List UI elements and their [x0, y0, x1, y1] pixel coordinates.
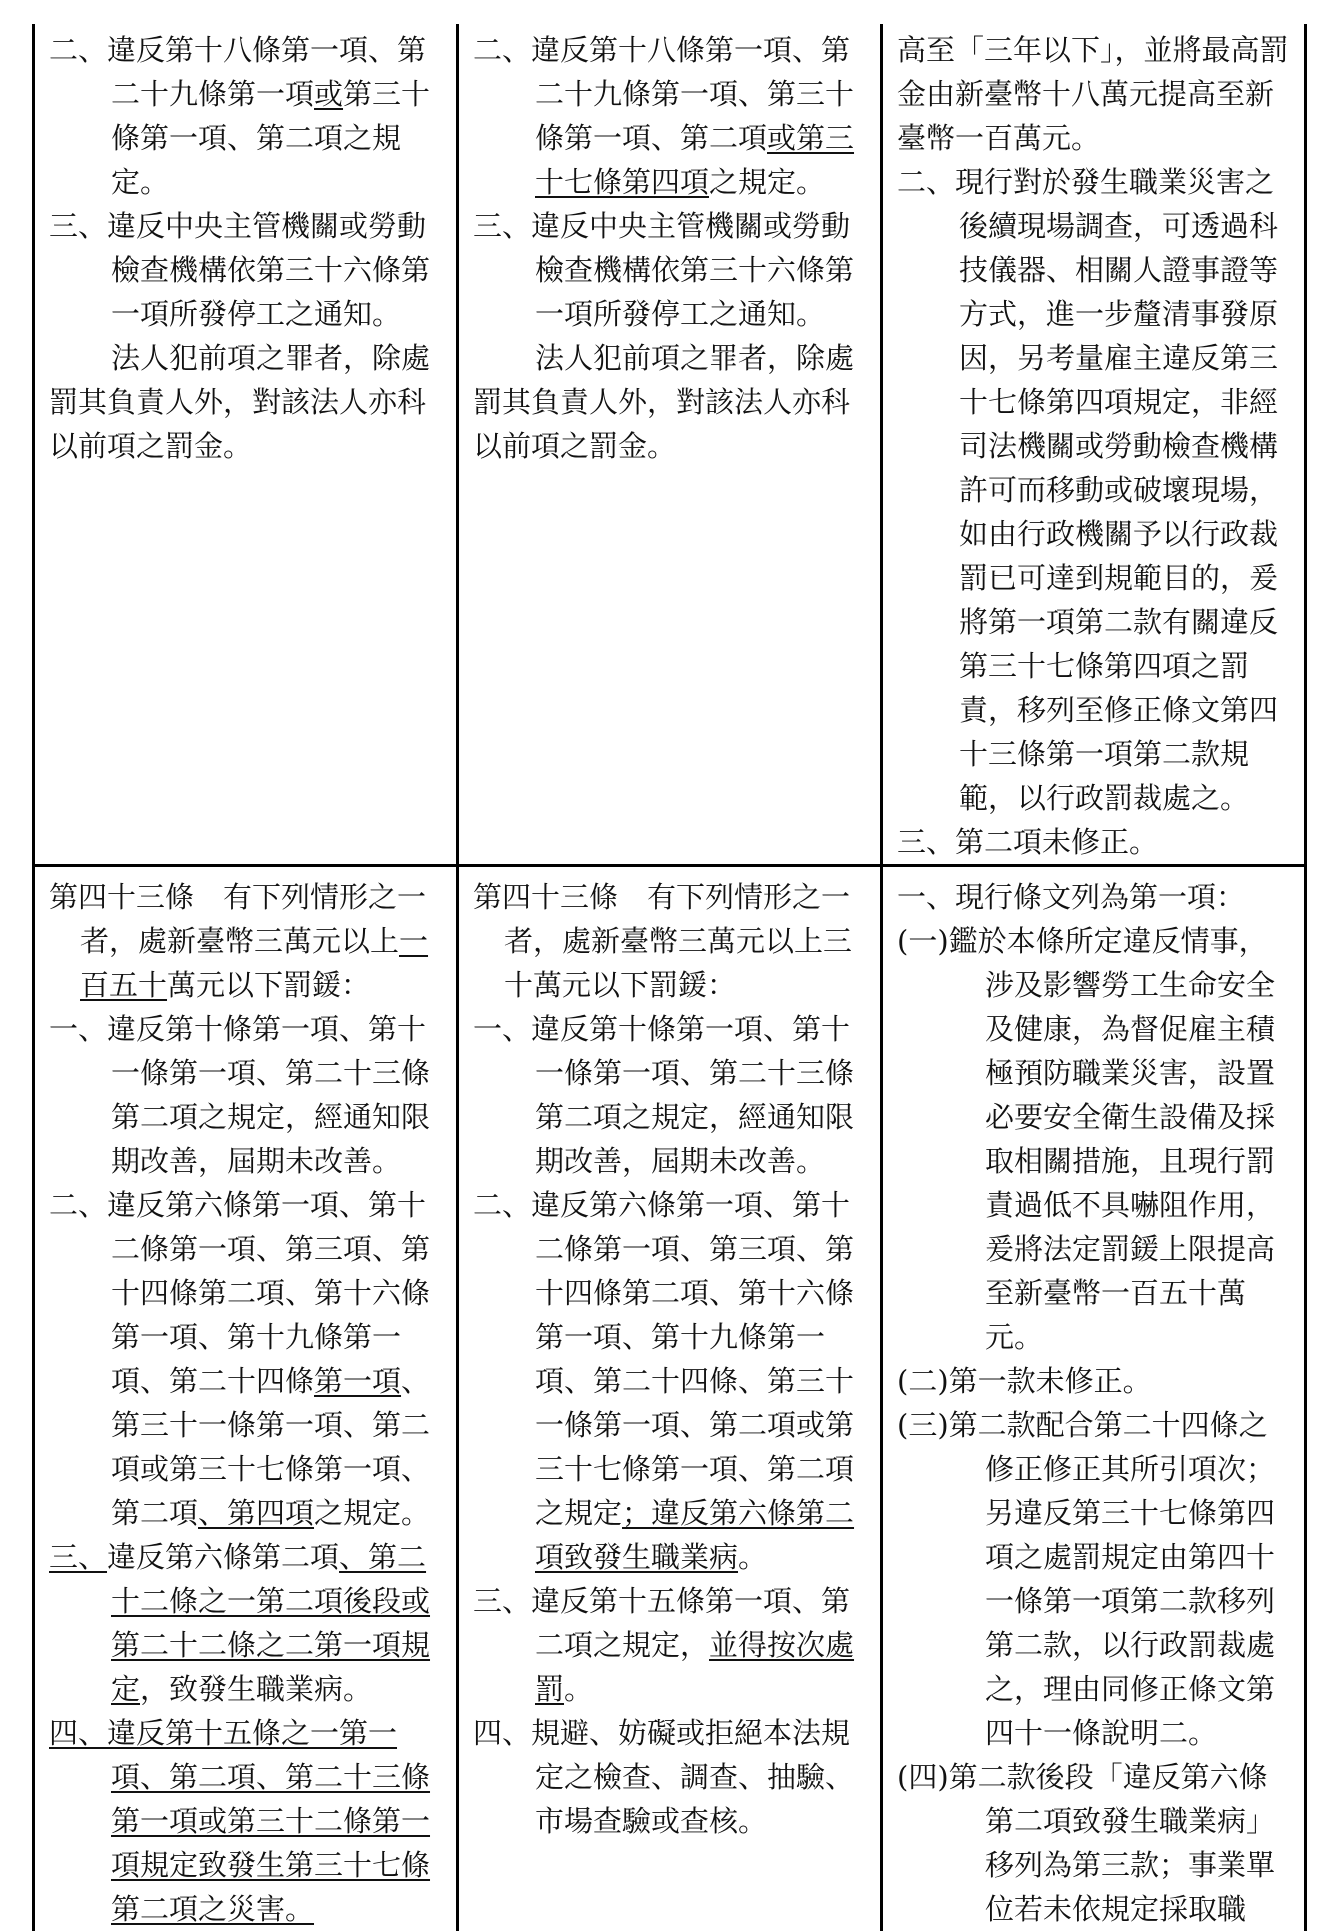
text-segment: ，致發生職業病。	[140, 1672, 372, 1706]
sub-item-label: (一)	[897, 924, 949, 958]
amended-text-underlined: 並得按次處罰	[535, 1628, 854, 1706]
list-item	[897, 160, 1290, 820]
amended-text-underlined: 或第三十七條第四項	[535, 121, 854, 199]
sub-item-label: (四)	[897, 1760, 949, 1794]
list-item	[49, 1183, 442, 1535]
paragraph	[49, 336, 442, 468]
list-item	[897, 875, 1290, 919]
text-segment: 一、現行條文列為第一項：	[897, 880, 1245, 914]
text-segment: 第一款未修正。	[949, 1364, 1152, 1398]
amended-text-underlined: 或	[314, 77, 343, 111]
text-segment: 鑑於本條所定違反情事，涉及影響勞工生命安全及健康，為督促雇主積極預防職業災害，設置必要安全衛生設備及採取相關措施，且現行罰責過低不具嚇阻作用，爰將法定罰鍰上限提高至新臺幣一百五十萬元。	[949, 924, 1275, 1354]
list-item	[473, 1183, 866, 1579]
list-item	[897, 820, 1290, 864]
text-segment: 之規定。	[314, 1496, 430, 1530]
amended-text-underlined: 第一項	[314, 1364, 401, 1398]
text-segment: 法人犯前項之罪者，除處罰其負責人外，對該法人亦科以前項之罰金。	[473, 341, 854, 463]
paragraph	[473, 336, 866, 468]
list-item	[473, 204, 866, 336]
text-segment: 。	[564, 1672, 593, 1706]
list-item	[473, 1579, 866, 1711]
text-segment: 三、第二項未修正。	[897, 825, 1158, 859]
text-segment: 三、違反中央主管機關或勞動檢查機構依第三十六條第一項所發停工之通知。	[473, 209, 854, 331]
amended-text-cell	[34, 24, 458, 866]
amended-text-underlined: 、第四項	[198, 1496, 314, 1530]
current-text-cell	[458, 866, 882, 1931]
text-segment: 第四十三條 有下列情形之一者，處新臺幣三萬元以上	[49, 880, 426, 958]
text-segment: 第二款後段「違反第六條第二項致發生職業病」移列為第三款；事業單位若未依規定採取職	[949, 1760, 1275, 1926]
text-segment: 。	[738, 1540, 767, 1574]
sub-item-label: (三)	[897, 1408, 949, 1442]
text-segment: 二、違反第十八條第一項、第二十九條第一項	[49, 33, 426, 111]
list-item	[473, 1007, 866, 1183]
text-segment: 第三十條第一項、第二項之規定。	[111, 77, 430, 199]
explanation-cell	[882, 866, 1306, 1931]
text-segment: 違反第六條第二項	[107, 1540, 339, 1574]
amended-text-underlined: 四、違反第十五條之一第一項、第二項、第二十三條第一項或第三十二條第一項規定致發生第三十七條第二項之災害。	[49, 1716, 430, 1926]
amended-text-underlined: 三、	[49, 1540, 107, 1574]
article-heading	[49, 875, 442, 1007]
list-item	[473, 1711, 866, 1843]
text-segment: 二、違反第六條第一項、第十二條第一項、第三項、第十四條第二項、第十六條第一項、第十九條第一項、第二十四條、第三十一條第一項、第二項或第三十七條第一項、第二項之規定	[473, 1188, 854, 1530]
text-segment: 三、違反第十五條第一項、第二項之規定，	[473, 1584, 850, 1662]
list-item	[897, 1359, 1290, 1403]
sub-item-label: (二)	[897, 1364, 949, 1398]
text-segment: 一、違反第十條第一項、第十一條第一項、第二十三條第二項之規定，經通知限期改善，屆期未改善。	[473, 1012, 854, 1178]
article-heading	[473, 875, 866, 1007]
text-segment: 法人犯前項之罪者，除處罰其負責人外，對該法人亦科以前項之罰金。	[49, 341, 430, 463]
table-row	[34, 866, 1306, 1931]
amended-text-cell	[34, 866, 458, 1931]
list-item	[49, 28, 442, 204]
text-segment: 二、現行對於發生職業災害之後續現場調查，可透過科技儀器、相關人證事證等方式，進一步釐清事發原因，另考量雇主違反第三十七條第四項規定，非經司法機關或勞動檢查機構許可而移動或破壞現場，如由行政機關予以行政裁罰已可達到規範目的，爰將第一項第二款有關違反第三十七條第四項之罰責，移列至修正條文第四十三條第一項第二款規範，以行政罰裁處之。	[897, 165, 1278, 815]
current-text-cell	[458, 24, 882, 866]
comparison-table	[32, 24, 1307, 1931]
amended-text-underlined: 、第二十二條之一第二項後段或第二十二條之二第一項規定	[111, 1540, 430, 1706]
table-row	[34, 24, 1306, 866]
explanation-cell	[882, 24, 1306, 866]
list-item	[897, 1403, 1290, 1755]
amended-text-underlined: ；違反第六條第二項致發生職業病	[535, 1496, 854, 1574]
list-item	[897, 919, 1290, 1359]
text-segment: 三、違反中央主管機關或勞動檢查機構依第三十六條第一項所發停工之通知。	[49, 209, 430, 331]
text-segment: 萬元以下罰鍰：	[167, 968, 370, 1002]
text-segment: 二、違反第六條第一項、第十二條第一項、第三項、第十四條第二項、第十六條第一項、第十九條第一項、第二十四條	[49, 1188, 430, 1398]
amended-text-underlined: 一百五十	[80, 924, 428, 1002]
list-item	[49, 1007, 442, 1183]
list-item	[473, 28, 866, 204]
text-segment: 二、違反第十八條第一項、第二十九條第一項、第三十條第一項、第二項	[473, 33, 854, 155]
text-segment: 、第三十一條第一項、第二項或第三十七條第一項、第二項	[111, 1364, 430, 1530]
text-segment: 第二款配合第二十四條之修正修正其所引項次；另違反第三十七條第四項之處罰規定由第四十一條第一項第二款移列第二款，以行政罰裁處之，理由同修正條文第四十一條說明二。	[949, 1408, 1275, 1750]
text-segment: 第四十三條 有下列情形之一者，處新臺幣三萬元以上三十萬元以下罰鍰：	[473, 880, 852, 1002]
list-item	[49, 1711, 442, 1931]
list-item	[897, 1755, 1290, 1931]
text-segment: 一、違反第十條第一項、第十一條第一項、第二十三條第二項之規定，經通知限期改善，屆期未改善。	[49, 1012, 430, 1178]
text-segment: 高至「三年以下」，並將最高罰金由新臺幣十八萬元提高至新臺幣一百萬元。	[897, 33, 1289, 155]
list-item	[49, 204, 442, 336]
list-item	[897, 28, 1290, 160]
text-segment: 四、規避、妨礙或拒絕本法規定之檢查、調查、抽驗、市場查驗或查核。	[473, 1716, 854, 1838]
list-item	[49, 1535, 442, 1711]
text-segment: 之規定。	[709, 165, 825, 199]
